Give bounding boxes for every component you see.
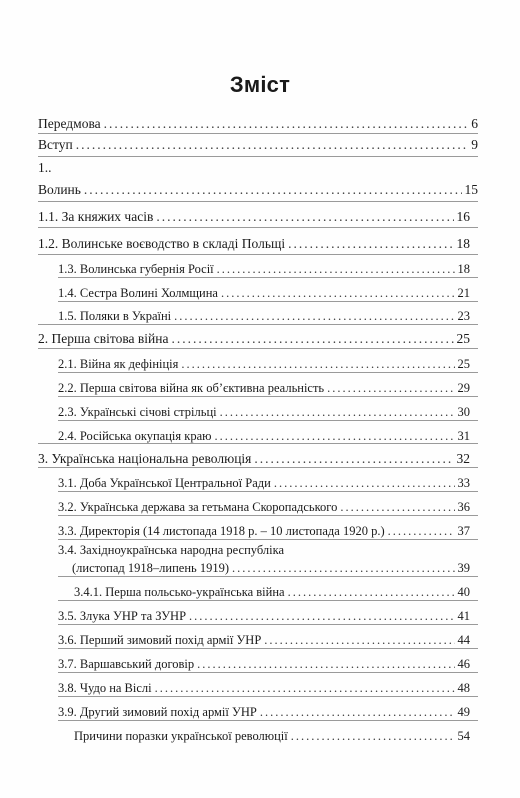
toc-entry-1-5[interactable] [58,304,470,324]
toc-entry-label: Вступ [38,137,73,152]
separator [38,201,478,202]
toc-leader [171,331,453,347]
toc-leader [84,182,462,198]
toc-entry-page: 9 [471,137,478,152]
separator [58,372,478,373]
toc-entry-label: Передмова [38,116,101,131]
toc-entry-label: 3.6. Перший зимовий похід армії УНР [58,633,262,647]
toc-leader [274,475,455,491]
toc-entry-page: 25 [457,357,470,371]
separator [38,227,478,228]
separator [38,348,478,349]
toc-entry-label: Волинь [38,182,81,197]
toc-entry-2[interactable] [38,327,470,347]
toc-entry-3-4[interactable] [72,556,470,576]
toc-entry-label: 1.2. Волинське воєводство в складі Польщі [38,236,286,251]
separator [58,576,478,577]
toc-leader [254,451,453,467]
toc-entry-label: 2.1. Війна як дефініція [58,357,179,371]
toc-entry-3[interactable] [38,447,470,467]
toc-leader [174,308,454,324]
separator [58,396,478,397]
toc-entry-1-3[interactable] [58,257,470,277]
toc-entry-page: 16 [456,209,470,224]
toc-leader [232,560,454,576]
toc-entry-3-7[interactable] [58,652,470,672]
toc-entry-label: 1.1. За княжих часів [38,209,154,224]
toc-entry-label: 1.3. Волинська губернія Росії [58,262,214,276]
toc-entry-3-4-title: 3.4. Західноукраїнська народна республіка [58,543,285,557]
toc-entry-3-1[interactable] [58,471,470,491]
toc-entry-3-8[interactable] [58,676,470,696]
toc-entry-label: 3.2. Українська держава за гетьмана Скоропадського [58,500,338,514]
separator [58,277,478,278]
toc-entry-2-1[interactable] [58,352,470,372]
separator [58,491,478,492]
toc-entry-preface[interactable] [38,112,478,132]
toc-leader [327,380,454,396]
toc-entry-label: 3.4.1. Перша польсько-українська війна [74,585,285,599]
toc-entry-label: 3.8. Чудо на Віслі [58,681,152,695]
toc-entry-page: 54 [457,729,470,743]
toc-entry-3-5[interactable] [58,604,470,624]
toc-entry-label: 2.3. Українські січові стрільці [58,405,217,419]
toc-entry-page: 18 [456,236,470,251]
toc-entry-label: 3.1. Доба Української Центральної Ради [58,476,271,490]
separator [38,324,478,325]
separator [58,624,478,625]
toc-entry-label: 3.7. Варшавський договір [58,657,195,671]
toc-leader [156,209,453,225]
toc-entry-3-2[interactable] [58,495,470,515]
separator [58,539,478,540]
toc-entry-page: 23 [457,309,470,323]
toc-entry-label: 1.5. Поляки в Україні [58,309,172,323]
toc-entry-label: 3.3. Директорія (14 листопада 1918 р. – 10 листопада 1920 р.) [58,524,385,538]
separator [38,467,478,468]
toc-entry-2-2[interactable] [58,376,470,396]
toc-entry-label: 3.9. Другий зимовий похід армії УНР [58,705,257,719]
toc-entry-page: 30 [457,405,470,419]
toc-entry-2-3[interactable] [58,400,470,420]
toc-leader [288,584,455,600]
toc-leader [197,656,454,672]
toc-entry-page: 29 [457,381,470,395]
toc-entry-intro[interactable] [38,133,478,153]
toc-entry-page: 18 [457,262,470,276]
toc-entry-1-4[interactable] [58,281,470,301]
toc-entry-page: 41 [457,609,470,623]
toc-entry-label: 3.5. Злука УНР та ЗУНР [58,609,187,623]
separator [58,420,478,421]
separator [58,648,478,649]
toc-entry-page: 33 [457,476,470,490]
toc-entry-page: 36 [457,500,470,514]
toc-leader [76,137,469,153]
toc-entry-3-6[interactable] [58,628,470,648]
toc-leader [217,261,455,277]
toc-leader [181,356,454,372]
toc-entry-page: 44 [457,633,470,647]
toc-leader [264,632,454,648]
toc-leader [104,116,469,132]
toc-entry-label: 2. Перша світова війна [38,331,169,346]
toc-entry-page: 32 [456,451,470,466]
page-title: Зміст [229,72,291,97]
toc-entry-label: 2.2. Перша світова війна як об’єктивна реальність [58,381,325,395]
toc-leader [220,404,455,420]
toc-entry-page: 6 [471,116,478,131]
toc-entry-label: 2.4. Російська окупація краю [58,429,212,443]
toc-leader [155,680,455,696]
toc-entry-page: 39 [457,561,470,575]
toc-entry-1-1[interactable] [38,205,470,225]
toc-entry-label: 1.4. Сестра Волині Холмщина [58,286,218,300]
toc-entry-3-9[interactable] [58,700,470,720]
toc-entry-label: 3. Українська національна революція [38,451,252,466]
toc-chapter-number: 1.. [38,160,52,175]
toc-leader [214,428,454,444]
toc-entry-page: 21 [457,286,470,300]
toc-entry-1-2[interactable] [38,232,470,252]
separator [58,600,478,601]
separator [38,156,478,157]
toc-entry-page: 25 [456,331,470,346]
separator [58,696,478,697]
toc-leader [288,236,453,252]
toc-entry-page: 49 [457,705,470,719]
separator [58,672,478,673]
toc-leader [291,728,455,744]
toc-entry-label: (листопад 1918–липень 1919) [72,561,230,575]
toc-leader [260,704,455,720]
toc-entry-page: 46 [457,657,470,671]
separator [58,301,478,302]
separator [38,443,478,444]
toc-leader [388,523,455,539]
toc-leader [221,285,455,301]
toc-leader [340,499,454,515]
toc-entry-3-3[interactable] [58,519,470,539]
separator [38,254,478,255]
toc-entry-page: 40 [457,585,470,599]
toc-entry-3-4-1[interactable] [74,580,470,600]
toc-entry-causes[interactable] [74,724,470,744]
toc-entry-volyn[interactable] [38,178,478,198]
toc-entry-label: Причини поразки української революції [74,729,288,743]
toc-entry-2-4[interactable] [58,424,470,444]
toc-entry-page: 37 [457,524,470,538]
separator [58,515,478,516]
toc-leader [189,608,454,624]
toc-entry-page: 48 [457,681,470,695]
toc-entry-page: 15 [464,182,478,197]
toc-entry-page: 31 [457,429,470,443]
separator [58,720,478,721]
